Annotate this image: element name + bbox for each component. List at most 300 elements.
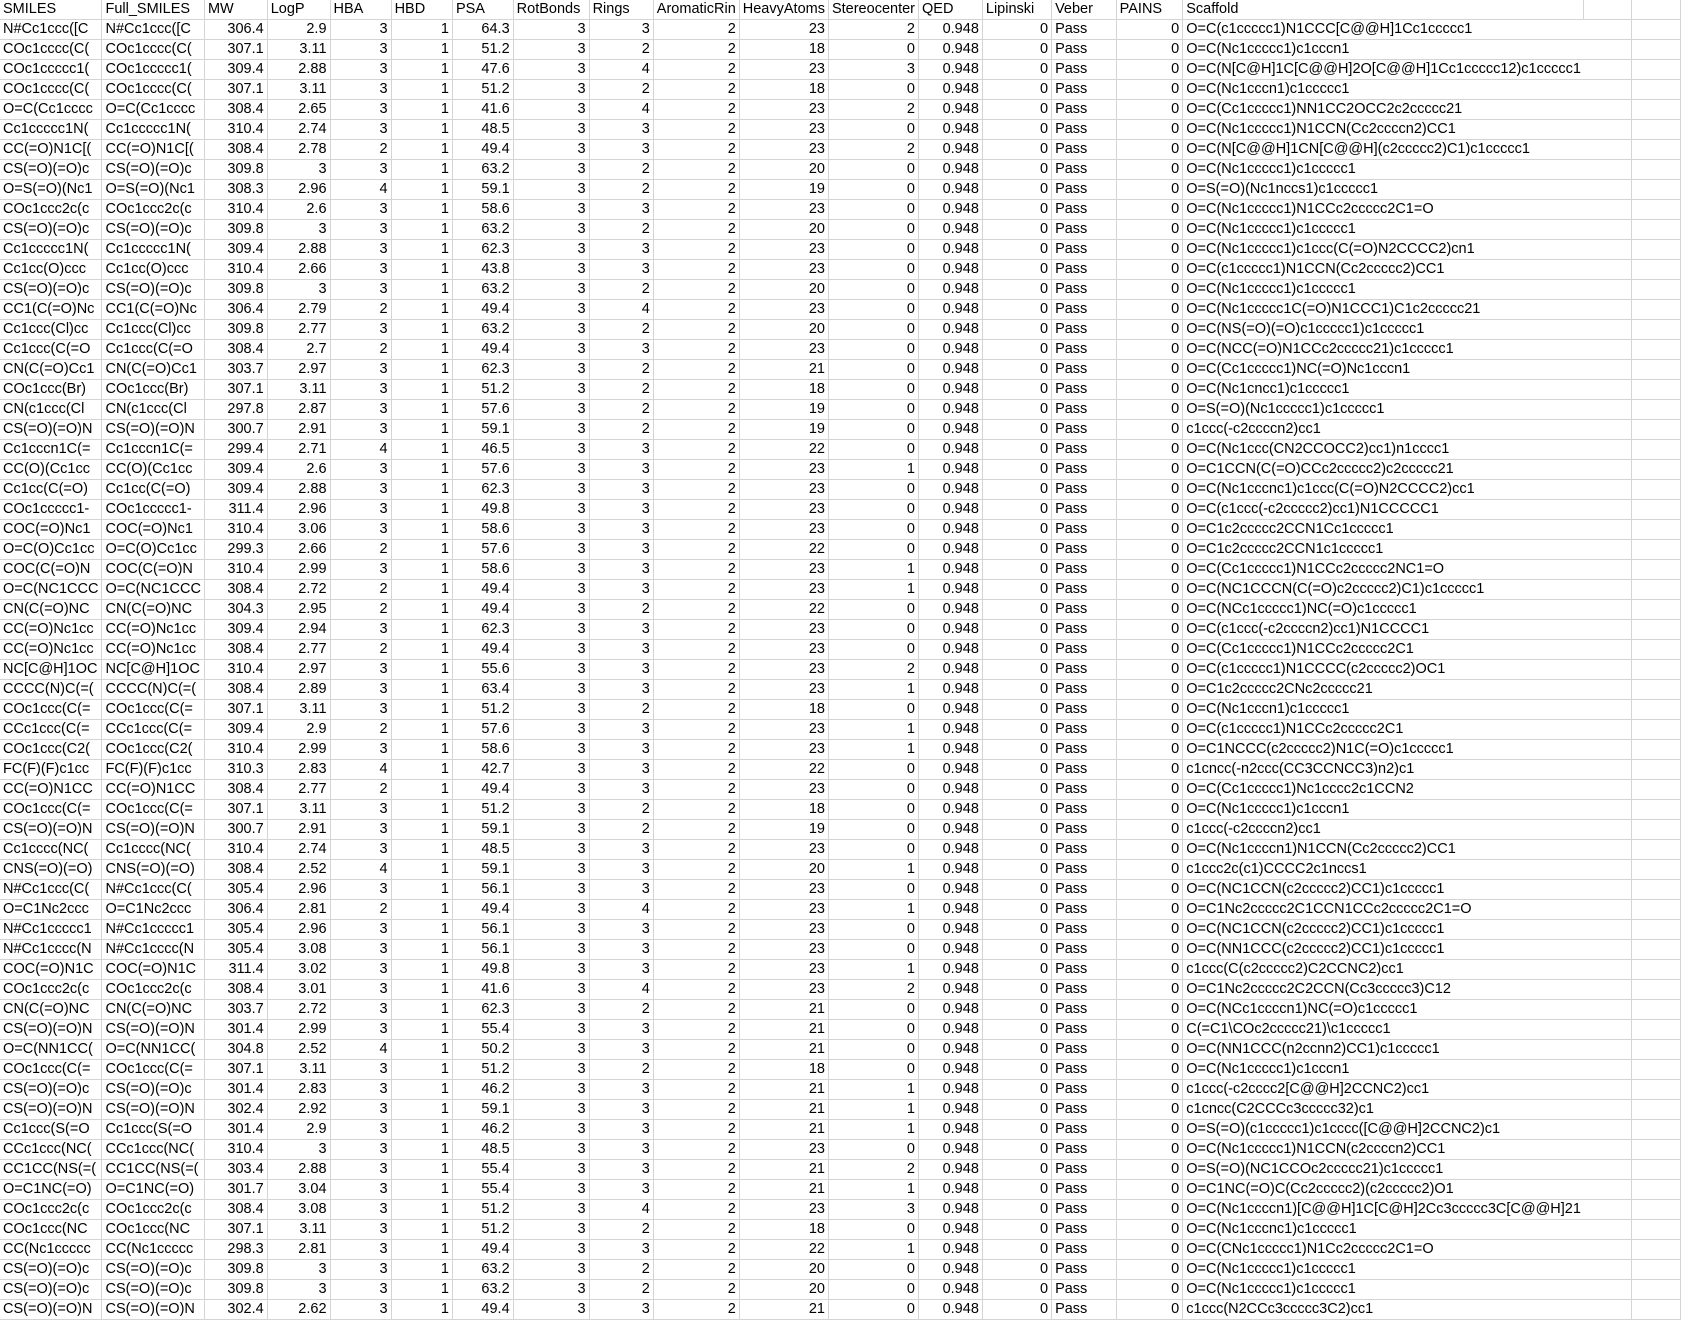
scaffold-cell[interactable]: O=C(NCc1ccccc1)NC(=O)c1ccccc1 bbox=[1183, 600, 1584, 620]
empty-cell[interactable] bbox=[1632, 160, 1681, 180]
table-cell[interactable]: CS(=O)(=O)c bbox=[0, 280, 102, 300]
table-cell[interactable]: COc1ccc(C2( bbox=[102, 740, 204, 760]
table-cell[interactable]: O=C1NC(=O) bbox=[102, 1180, 204, 1200]
table-cell[interactable]: 43.8 bbox=[452, 260, 513, 280]
table-cell[interactable]: 1 bbox=[828, 1120, 918, 1140]
table-cell[interactable]: 1 bbox=[391, 420, 452, 440]
table-cell[interactable]: 0 bbox=[1116, 540, 1183, 560]
table-cell[interactable]: 0 bbox=[1116, 420, 1183, 440]
table-cell[interactable]: 3 bbox=[828, 60, 918, 80]
table-cell[interactable]: 2.95 bbox=[267, 600, 330, 620]
table-cell[interactable]: 299.4 bbox=[204, 440, 267, 460]
table-cell[interactable]: Pass bbox=[1052, 220, 1117, 240]
scaffold-cell[interactable]: O=C(NCc1ccccn1)NC(=O)c1ccccc1 bbox=[1183, 1000, 1584, 1020]
table-cell[interactable]: 2 bbox=[589, 1220, 653, 1240]
empty-cell[interactable] bbox=[1632, 1080, 1681, 1100]
empty-cell[interactable] bbox=[1632, 20, 1681, 40]
table-cell[interactable]: 19 bbox=[739, 400, 828, 420]
table-cell[interactable]: 1 bbox=[391, 940, 452, 960]
table-cell[interactable]: 3.11 bbox=[267, 700, 330, 720]
table-cell[interactable]: Pass bbox=[1052, 1100, 1117, 1120]
table-cell[interactable]: 3 bbox=[330, 480, 391, 500]
table-cell[interactable]: 2 bbox=[653, 880, 739, 900]
table-cell[interactable]: 0 bbox=[828, 1060, 918, 1080]
scaffold-cell[interactable]: O=C(NC1CCN(c2ccccc2)CC1)c1ccccc1 bbox=[1183, 880, 1584, 900]
empty-cell[interactable] bbox=[1632, 660, 1681, 680]
table-cell[interactable]: 0 bbox=[982, 460, 1051, 480]
table-cell[interactable]: N#Cc1ccc(C( bbox=[102, 880, 204, 900]
table-cell[interactable]: 0.948 bbox=[919, 80, 983, 100]
table-cell[interactable]: 2.96 bbox=[267, 180, 330, 200]
table-cell[interactable]: Pass bbox=[1052, 780, 1117, 800]
table-cell[interactable]: 0 bbox=[1116, 980, 1183, 1000]
table-cell[interactable]: 1 bbox=[391, 140, 452, 160]
table-cell[interactable]: 2.77 bbox=[267, 640, 330, 660]
table-cell[interactable]: 3 bbox=[513, 600, 589, 620]
table-cell[interactable]: 0 bbox=[828, 80, 918, 100]
scaffold-cell[interactable]: O=C(Nc1ccccc1)c1ccccc1 bbox=[1183, 1260, 1584, 1280]
table-cell[interactable]: 2 bbox=[653, 900, 739, 920]
table-cell[interactable]: 1 bbox=[391, 1140, 452, 1160]
table-cell[interactable]: 0 bbox=[828, 420, 918, 440]
table-cell[interactable]: 63.4 bbox=[452, 680, 513, 700]
table-cell[interactable]: 50.2 bbox=[452, 1040, 513, 1060]
table-cell[interactable]: 3 bbox=[513, 780, 589, 800]
empty-cell[interactable] bbox=[1584, 460, 1632, 480]
scaffold-cell[interactable]: O=C(Nc1ccccc1)c1ccccc1 bbox=[1183, 220, 1584, 240]
empty-cell[interactable] bbox=[1584, 1100, 1632, 1120]
table-cell[interactable]: 46.5 bbox=[452, 440, 513, 460]
table-cell[interactable]: 3 bbox=[589, 560, 653, 580]
table-cell[interactable]: 0.948 bbox=[919, 900, 983, 920]
table-cell[interactable]: COc1ccc(NC bbox=[102, 1220, 204, 1240]
table-cell[interactable]: 3 bbox=[513, 460, 589, 480]
table-cell[interactable]: 1 bbox=[391, 580, 452, 600]
table-cell[interactable]: 2 bbox=[653, 700, 739, 720]
table-cell[interactable]: 3 bbox=[330, 220, 391, 240]
table-cell[interactable]: 0.948 bbox=[919, 1120, 983, 1140]
empty-cell[interactable] bbox=[1584, 1080, 1632, 1100]
table-cell[interactable]: 0.948 bbox=[919, 400, 983, 420]
empty-cell[interactable] bbox=[1632, 680, 1681, 700]
table-cell[interactable]: O=C(O)Cc1cc bbox=[0, 540, 102, 560]
table-cell[interactable]: 1 bbox=[391, 1080, 452, 1100]
empty-cell[interactable] bbox=[1584, 360, 1632, 380]
table-cell[interactable]: 3 bbox=[589, 740, 653, 760]
table-cell[interactable]: CN(C(=O)NC bbox=[0, 600, 102, 620]
table-cell[interactable]: 19 bbox=[739, 420, 828, 440]
table-cell[interactable]: CCc1ccc(NC( bbox=[0, 1140, 102, 1160]
table-cell[interactable]: 58.6 bbox=[452, 740, 513, 760]
table-cell[interactable]: 46.2 bbox=[452, 1120, 513, 1140]
empty-cell[interactable] bbox=[1584, 660, 1632, 680]
table-cell[interactable]: 49.4 bbox=[452, 780, 513, 800]
table-cell[interactable]: 3 bbox=[513, 1140, 589, 1160]
empty-cell[interactable] bbox=[1584, 1220, 1632, 1240]
table-cell[interactable]: 0 bbox=[828, 240, 918, 260]
table-cell[interactable]: 0 bbox=[982, 800, 1051, 820]
table-cell[interactable]: 2 bbox=[589, 80, 653, 100]
table-cell[interactable]: 49.4 bbox=[452, 1240, 513, 1260]
table-cell[interactable]: 307.1 bbox=[204, 380, 267, 400]
table-cell[interactable]: 3 bbox=[330, 840, 391, 860]
table-cell[interactable]: 1 bbox=[391, 520, 452, 540]
table-cell[interactable]: Pass bbox=[1052, 860, 1117, 880]
column-header-cell[interactable]: Lipinski bbox=[982, 0, 1051, 20]
table-cell[interactable]: Cc1cccc(NC( bbox=[102, 840, 204, 860]
table-cell[interactable]: 55.4 bbox=[452, 1180, 513, 1200]
table-cell[interactable]: 309.8 bbox=[204, 280, 267, 300]
table-cell[interactable]: Pass bbox=[1052, 240, 1117, 260]
table-cell[interactable]: 21 bbox=[739, 1180, 828, 1200]
table-cell[interactable]: 2 bbox=[653, 400, 739, 420]
empty-cell[interactable] bbox=[1584, 60, 1632, 80]
table-cell[interactable]: 41.6 bbox=[452, 980, 513, 1000]
table-cell[interactable]: Pass bbox=[1052, 80, 1117, 100]
table-cell[interactable]: 3 bbox=[330, 1200, 391, 1220]
table-cell[interactable]: 0 bbox=[1116, 440, 1183, 460]
empty-cell[interactable] bbox=[1632, 1060, 1681, 1080]
table-cell[interactable]: 18 bbox=[739, 800, 828, 820]
table-cell[interactable]: 2.72 bbox=[267, 1000, 330, 1020]
table-cell[interactable]: 3 bbox=[513, 20, 589, 40]
table-cell[interactable]: N#Cc1ccc([C bbox=[0, 20, 102, 40]
empty-cell[interactable] bbox=[1632, 840, 1681, 860]
empty-cell[interactable] bbox=[1632, 1100, 1681, 1120]
table-cell[interactable]: 0 bbox=[1116, 1240, 1183, 1260]
scaffold-cell[interactable]: c1ccc(-c2ccccn2)cc1 bbox=[1183, 820, 1584, 840]
table-cell[interactable]: CC(Nc1ccccc bbox=[102, 1240, 204, 1260]
scaffold-cell[interactable]: O=C(NCC(=O)N1CCc2ccccc21)c1ccccc1 bbox=[1183, 340, 1584, 360]
table-cell[interactable]: 3 bbox=[513, 900, 589, 920]
empty-cell[interactable] bbox=[1632, 780, 1681, 800]
table-cell[interactable]: 0.948 bbox=[919, 340, 983, 360]
empty-cell[interactable] bbox=[1632, 920, 1681, 940]
empty-cell[interactable] bbox=[1584, 220, 1632, 240]
table-cell[interactable]: 298.3 bbox=[204, 1240, 267, 1260]
table-cell[interactable]: 2.6 bbox=[267, 460, 330, 480]
table-cell[interactable]: Cc1cc(O)ccc bbox=[102, 260, 204, 280]
table-cell[interactable]: Pass bbox=[1052, 360, 1117, 380]
table-cell[interactable]: 3 bbox=[589, 880, 653, 900]
scaffold-cell[interactable]: O=C(Nc1ccc(CN2CCOCC2)cc1)n1cccc1 bbox=[1183, 440, 1584, 460]
table-cell[interactable]: 1 bbox=[391, 1220, 452, 1240]
table-cell[interactable]: 0 bbox=[1116, 520, 1183, 540]
table-cell[interactable]: 3 bbox=[513, 1240, 589, 1260]
table-cell[interactable]: N#Cc1ccc([C bbox=[102, 20, 204, 40]
table-cell[interactable]: 57.6 bbox=[452, 540, 513, 560]
table-cell[interactable]: 301.4 bbox=[204, 1080, 267, 1100]
empty-cell[interactable] bbox=[1584, 880, 1632, 900]
table-cell[interactable]: O=C(NN1CC( bbox=[102, 1040, 204, 1060]
table-cell[interactable]: 307.1 bbox=[204, 1060, 267, 1080]
table-cell[interactable]: 309.4 bbox=[204, 480, 267, 500]
table-cell[interactable]: 1 bbox=[828, 680, 918, 700]
empty-cell[interactable] bbox=[1584, 800, 1632, 820]
empty-cell[interactable] bbox=[1632, 320, 1681, 340]
table-cell[interactable]: Pass bbox=[1052, 1000, 1117, 1020]
scaffold-cell[interactable]: O=C(Nc1ccccc1)N1CCN(c2ccccn2)CC1 bbox=[1183, 1140, 1584, 1160]
table-cell[interactable]: N#Cc1ccccc1 bbox=[0, 920, 102, 940]
table-cell[interactable]: 49.4 bbox=[452, 140, 513, 160]
scaffold-cell[interactable]: O=S(=O)(c1ccccc1)c1cccc([C@@H]2CCNC2)c1 bbox=[1183, 1120, 1584, 1140]
table-cell[interactable]: 20 bbox=[739, 1260, 828, 1280]
table-cell[interactable]: 3.08 bbox=[267, 940, 330, 960]
scaffold-cell[interactable]: O=S(=O)(Nc1ccccc1)c1ccccc1 bbox=[1183, 400, 1584, 420]
table-cell[interactable]: 2.91 bbox=[267, 420, 330, 440]
table-cell[interactable]: 3 bbox=[589, 580, 653, 600]
table-cell[interactable]: Pass bbox=[1052, 420, 1117, 440]
empty-cell[interactable] bbox=[1584, 80, 1632, 100]
table-cell[interactable]: 2 bbox=[589, 160, 653, 180]
table-cell[interactable]: 2 bbox=[653, 1040, 739, 1060]
table-cell[interactable]: 0.948 bbox=[919, 860, 983, 880]
table-cell[interactable]: 299.3 bbox=[204, 540, 267, 560]
table-cell[interactable]: 1 bbox=[391, 1120, 452, 1140]
empty-cell[interactable] bbox=[1632, 1240, 1681, 1260]
table-cell[interactable]: 55.6 bbox=[452, 660, 513, 680]
empty-cell[interactable] bbox=[1584, 1000, 1632, 1020]
table-cell[interactable]: 3 bbox=[330, 920, 391, 940]
table-cell[interactable]: 0.948 bbox=[919, 1140, 983, 1160]
scaffold-cell[interactable]: O=C(NN1CCC(c2ccccc2)CC1)c1ccccc1 bbox=[1183, 940, 1584, 960]
table-cell[interactable]: 2 bbox=[653, 960, 739, 980]
table-cell[interactable]: 1 bbox=[391, 40, 452, 60]
table-cell[interactable]: 2.9 bbox=[267, 20, 330, 40]
empty-cell[interactable] bbox=[1584, 1040, 1632, 1060]
table-cell[interactable]: COc1ccc2c(c bbox=[0, 200, 102, 220]
table-cell[interactable]: 3 bbox=[513, 1020, 589, 1040]
empty-cell[interactable] bbox=[1632, 1200, 1681, 1220]
empty-cell[interactable] bbox=[1632, 280, 1681, 300]
table-cell[interactable]: 0 bbox=[982, 1120, 1051, 1140]
table-cell[interactable]: 3 bbox=[513, 300, 589, 320]
table-cell[interactable]: 2.88 bbox=[267, 60, 330, 80]
table-cell[interactable]: 3 bbox=[589, 200, 653, 220]
table-cell[interactable]: 1 bbox=[391, 1300, 452, 1320]
table-cell[interactable]: 2 bbox=[589, 1260, 653, 1280]
table-cell[interactable]: CS(=O)(=O)N bbox=[102, 1100, 204, 1120]
table-cell[interactable]: 0 bbox=[1116, 160, 1183, 180]
table-cell[interactable]: 1 bbox=[391, 1020, 452, 1040]
empty-cell[interactable] bbox=[1584, 720, 1632, 740]
table-cell[interactable]: O=S(=O)(Nc1 bbox=[0, 180, 102, 200]
table-cell[interactable]: 3 bbox=[513, 280, 589, 300]
empty-cell[interactable] bbox=[1632, 560, 1681, 580]
table-cell[interactable]: 21 bbox=[739, 1080, 828, 1100]
table-cell[interactable]: 3 bbox=[589, 240, 653, 260]
table-cell[interactable]: 0 bbox=[982, 560, 1051, 580]
table-cell[interactable]: 2 bbox=[653, 480, 739, 500]
empty-cell[interactable] bbox=[1584, 40, 1632, 60]
table-cell[interactable]: 48.5 bbox=[452, 1140, 513, 1160]
table-cell[interactable]: 308.4 bbox=[204, 1200, 267, 1220]
table-cell[interactable]: 59.1 bbox=[452, 180, 513, 200]
table-cell[interactable]: 1 bbox=[391, 1180, 452, 1200]
empty-cell[interactable] bbox=[1584, 1120, 1632, 1140]
table-cell[interactable]: COc1ccc(NC bbox=[0, 1220, 102, 1240]
table-cell[interactable]: 2.91 bbox=[267, 820, 330, 840]
table-cell[interactable]: 0 bbox=[828, 1280, 918, 1300]
table-cell[interactable]: 3 bbox=[330, 800, 391, 820]
empty-cell[interactable] bbox=[1584, 760, 1632, 780]
empty-cell[interactable] bbox=[1584, 260, 1632, 280]
empty-cell[interactable] bbox=[1632, 1180, 1681, 1200]
table-cell[interactable]: 309.4 bbox=[204, 60, 267, 80]
table-cell[interactable]: 1 bbox=[391, 340, 452, 360]
table-cell[interactable]: 0.948 bbox=[919, 280, 983, 300]
table-cell[interactable]: 0 bbox=[828, 1020, 918, 1040]
table-cell[interactable]: 3 bbox=[330, 1220, 391, 1240]
empty-cell[interactable] bbox=[1632, 1020, 1681, 1040]
table-cell[interactable]: 0.948 bbox=[919, 160, 983, 180]
table-cell[interactable]: 3 bbox=[513, 960, 589, 980]
table-cell[interactable]: 2 bbox=[653, 380, 739, 400]
table-cell[interactable]: Pass bbox=[1052, 760, 1117, 780]
table-cell[interactable]: 0 bbox=[1116, 1160, 1183, 1180]
table-cell[interactable]: 0 bbox=[1116, 1060, 1183, 1080]
table-cell[interactable]: 3 bbox=[513, 240, 589, 260]
table-cell[interactable]: 3 bbox=[330, 520, 391, 540]
table-cell[interactable]: 0 bbox=[1116, 1120, 1183, 1140]
empty-cell[interactable] bbox=[1584, 700, 1632, 720]
table-cell[interactable]: 3 bbox=[513, 440, 589, 460]
table-cell[interactable]: 0.948 bbox=[919, 220, 983, 240]
empty-cell[interactable] bbox=[1584, 860, 1632, 880]
scaffold-cell[interactable]: O=C(N[C@@H]1CN[C@@H](c2ccccc2)C1)c1ccccc1 bbox=[1183, 140, 1584, 160]
table-cell[interactable]: 0 bbox=[982, 360, 1051, 380]
column-header-cell[interactable]: HBA bbox=[330, 0, 391, 20]
table-cell[interactable]: 307.1 bbox=[204, 1220, 267, 1240]
table-cell[interactable]: CC1(C(=O)Nc bbox=[0, 300, 102, 320]
table-cell[interactable]: 0 bbox=[828, 640, 918, 660]
table-cell[interactable]: 0 bbox=[1116, 120, 1183, 140]
table-cell[interactable]: 1 bbox=[391, 400, 452, 420]
scaffold-cell[interactable]: O=S(=O)(NC1CCOc2ccccc21)c1ccccc1 bbox=[1183, 1160, 1584, 1180]
table-cell[interactable]: 2.74 bbox=[267, 120, 330, 140]
table-cell[interactable]: 63.2 bbox=[452, 1260, 513, 1280]
table-cell[interactable]: 0 bbox=[1116, 1080, 1183, 1100]
empty-cell[interactable] bbox=[1632, 240, 1681, 260]
table-cell[interactable]: Pass bbox=[1052, 300, 1117, 320]
table-cell[interactable]: 304.3 bbox=[204, 600, 267, 620]
table-cell[interactable]: 0 bbox=[828, 340, 918, 360]
table-cell[interactable]: 3 bbox=[513, 1120, 589, 1140]
table-cell[interactable]: CC(=O)N1C[( bbox=[102, 140, 204, 160]
scaffold-cell[interactable]: O=C(Nc1ccccc1)c1ccc(C(=O)N2CCCC2)cn1 bbox=[1183, 240, 1584, 260]
table-cell[interactable]: Pass bbox=[1052, 160, 1117, 180]
table-cell[interactable]: COC(C(=O)N bbox=[102, 560, 204, 580]
table-cell[interactable]: 0 bbox=[982, 1100, 1051, 1120]
table-cell[interactable]: 0 bbox=[982, 1080, 1051, 1100]
table-cell[interactable]: O=C(NC1CCC bbox=[102, 580, 204, 600]
table-cell[interactable]: NC[C@H]1OC bbox=[102, 660, 204, 680]
table-cell[interactable]: 0 bbox=[1116, 200, 1183, 220]
table-cell[interactable]: 2 bbox=[653, 1080, 739, 1100]
table-cell[interactable]: 1 bbox=[391, 1100, 452, 1120]
table-cell[interactable]: Pass bbox=[1052, 280, 1117, 300]
table-cell[interactable]: 2 bbox=[653, 680, 739, 700]
table-cell[interactable]: 1 bbox=[828, 560, 918, 580]
table-cell[interactable]: COC(=O)N1C bbox=[0, 960, 102, 980]
empty-cell[interactable] bbox=[1632, 260, 1681, 280]
table-cell[interactable]: 3 bbox=[589, 460, 653, 480]
table-cell[interactable]: 20 bbox=[739, 320, 828, 340]
table-cell[interactable]: Pass bbox=[1052, 560, 1117, 580]
table-cell[interactable]: 3 bbox=[330, 120, 391, 140]
table-cell[interactable]: 310.4 bbox=[204, 660, 267, 680]
table-cell[interactable]: CS(=O)(=O)N bbox=[0, 820, 102, 840]
table-cell[interactable]: COC(=O)Nc1 bbox=[102, 520, 204, 540]
table-cell[interactable]: 0 bbox=[1116, 920, 1183, 940]
table-cell[interactable]: COc1ccc(C(= bbox=[0, 1060, 102, 1080]
table-cell[interactable]: 309.8 bbox=[204, 220, 267, 240]
table-cell[interactable]: 2 bbox=[653, 1140, 739, 1160]
table-cell[interactable]: 4 bbox=[330, 440, 391, 460]
table-cell[interactable]: Cc1ccccc1N( bbox=[102, 120, 204, 140]
table-cell[interactable]: 0.948 bbox=[919, 320, 983, 340]
table-cell[interactable]: CC(O)(Cc1cc bbox=[102, 460, 204, 480]
table-cell[interactable]: 3 bbox=[513, 500, 589, 520]
table-cell[interactable]: Cc1ccc(S(=O bbox=[0, 1120, 102, 1140]
table-cell[interactable]: 0 bbox=[1116, 1000, 1183, 1020]
table-cell[interactable]: 3 bbox=[267, 1260, 330, 1280]
table-cell[interactable]: 310.4 bbox=[204, 740, 267, 760]
empty-cell[interactable] bbox=[1584, 180, 1632, 200]
table-cell[interactable]: Pass bbox=[1052, 1080, 1117, 1100]
table-cell[interactable]: 0 bbox=[982, 1060, 1051, 1080]
table-cell[interactable]: 3 bbox=[513, 920, 589, 940]
table-cell[interactable]: 307.1 bbox=[204, 800, 267, 820]
table-cell[interactable]: FC(F)(F)c1cc bbox=[102, 760, 204, 780]
table-cell[interactable]: 303.7 bbox=[204, 1000, 267, 1020]
scaffold-cell[interactable]: O=C(Nc1cccnc1)c1ccc(C(=O)N2CCCC2)cc1 bbox=[1183, 480, 1584, 500]
table-cell[interactable]: Pass bbox=[1052, 600, 1117, 620]
table-cell[interactable]: 0.948 bbox=[919, 1160, 983, 1180]
table-cell[interactable]: 3 bbox=[589, 1300, 653, 1320]
empty-cell[interactable] bbox=[1632, 220, 1681, 240]
table-cell[interactable]: 0 bbox=[982, 1280, 1051, 1300]
table-cell[interactable]: 22 bbox=[739, 540, 828, 560]
table-cell[interactable]: 0 bbox=[982, 20, 1051, 40]
empty-cell[interactable] bbox=[1584, 120, 1632, 140]
table-cell[interactable]: CS(=O)(=O)c bbox=[102, 280, 204, 300]
table-cell[interactable]: COc1cccc(C( bbox=[0, 40, 102, 60]
empty-cell[interactable] bbox=[1584, 380, 1632, 400]
table-cell[interactable]: CN(C(=O)Cc1 bbox=[0, 360, 102, 380]
table-cell[interactable]: 3 bbox=[330, 160, 391, 180]
table-cell[interactable]: 0.948 bbox=[919, 1100, 983, 1120]
table-cell[interactable]: 2.94 bbox=[267, 620, 330, 640]
table-cell[interactable]: Cc1ccccc1N( bbox=[0, 240, 102, 260]
table-cell[interactable]: 0 bbox=[828, 600, 918, 620]
table-cell[interactable]: CS(=O)(=O)c bbox=[0, 160, 102, 180]
empty-cell[interactable] bbox=[1632, 80, 1681, 100]
table-cell[interactable]: 0.948 bbox=[919, 1080, 983, 1100]
table-cell[interactable]: 3 bbox=[589, 1080, 653, 1100]
table-cell[interactable]: 308.4 bbox=[204, 140, 267, 160]
table-cell[interactable]: 3 bbox=[513, 1080, 589, 1100]
table-cell[interactable]: 301.4 bbox=[204, 1020, 267, 1040]
table-cell[interactable]: 3 bbox=[330, 940, 391, 960]
column-header-cell[interactable] bbox=[1584, 0, 1632, 20]
table-cell[interactable]: Pass bbox=[1052, 500, 1117, 520]
scaffold-cell[interactable]: O=C(NC1CCN(c2ccccc2)CC1)c1ccccc1 bbox=[1183, 920, 1584, 940]
table-cell[interactable]: Pass bbox=[1052, 960, 1117, 980]
table-cell[interactable]: Pass bbox=[1052, 180, 1117, 200]
table-cell[interactable]: 3 bbox=[513, 120, 589, 140]
table-cell[interactable]: 1 bbox=[391, 680, 452, 700]
